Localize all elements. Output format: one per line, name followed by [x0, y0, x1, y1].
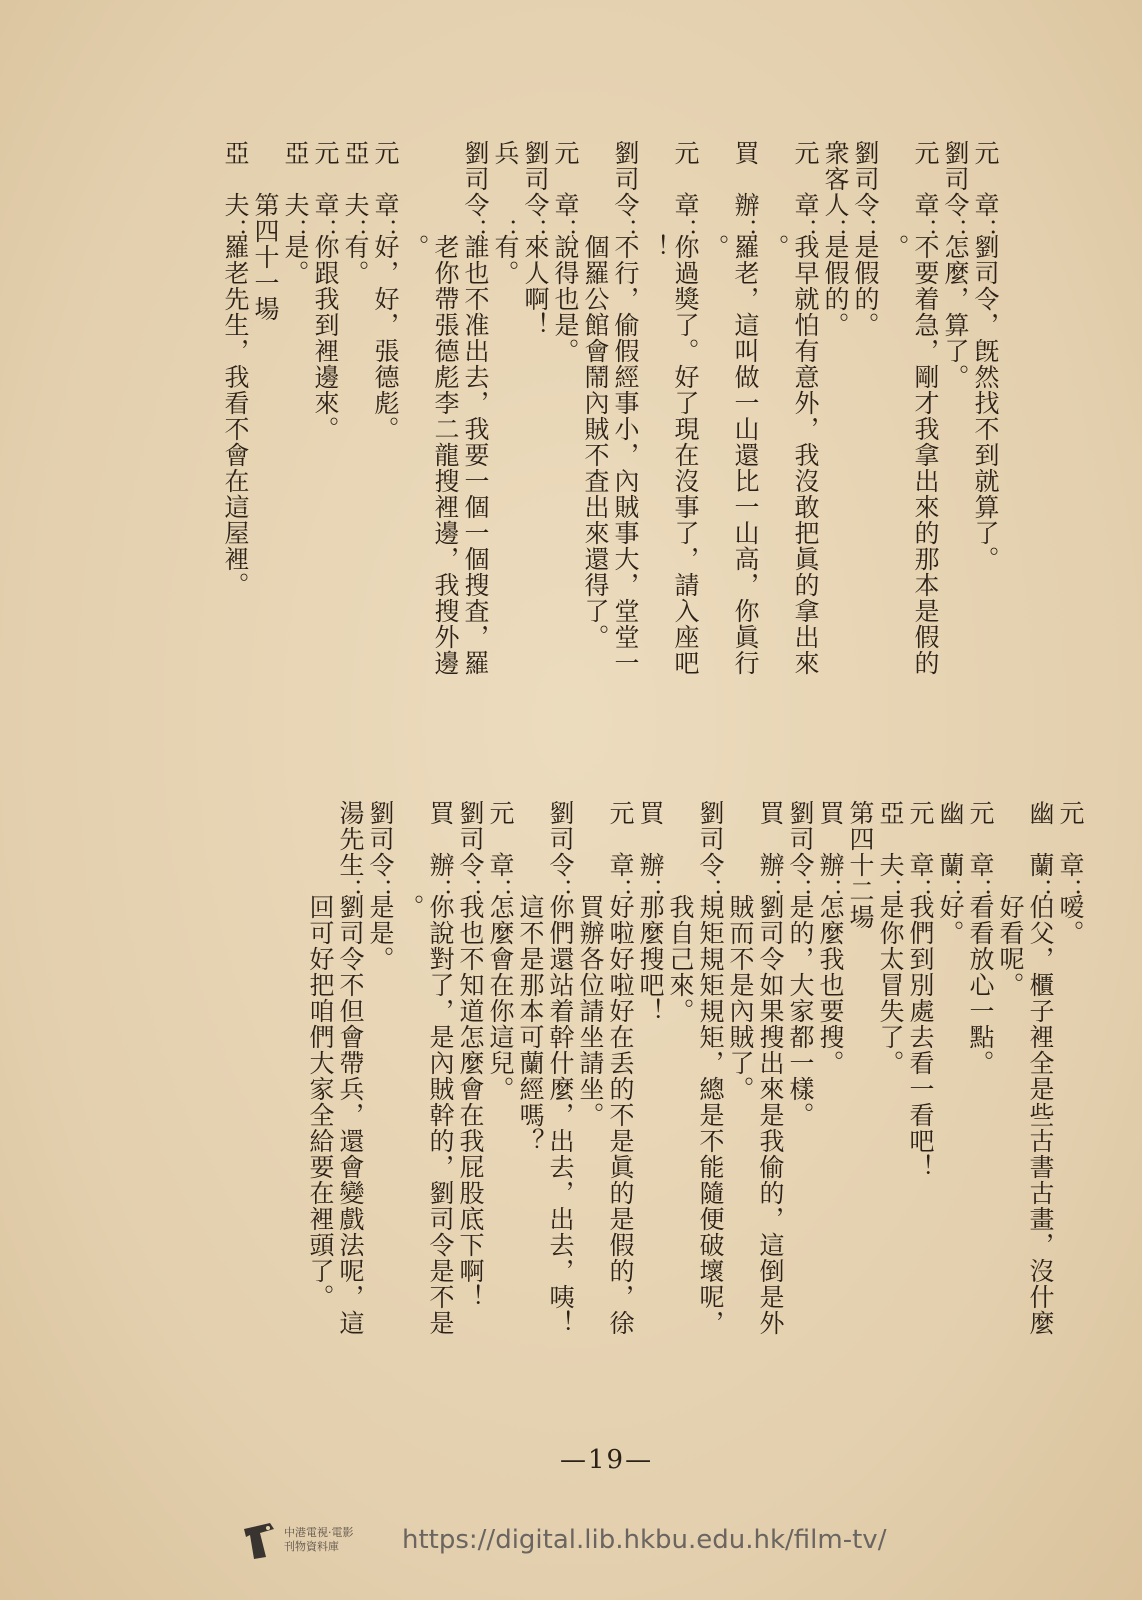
- speaker-name: 元 章：: [911, 140, 940, 244]
- dialogue-text: 好啦好啦好在丢的不是眞的是假的，徐: [606, 894, 635, 1336]
- speaker-name: 元 章：: [606, 800, 635, 904]
- speaker-name: 元 章：: [371, 140, 400, 244]
- scene-title: 第四十一場: [251, 192, 280, 322]
- dialogue-text: 嗳。: [1056, 894, 1085, 946]
- script-line: [371, 140, 400, 442]
- page-number: —19—: [560, 1445, 654, 1475]
- dialogue-text: 好。: [936, 894, 965, 946]
- speaker-name: 劉司令：: [696, 800, 725, 904]
- script-line: [936, 800, 965, 946]
- script-line: [606, 800, 635, 1336]
- dialogue-text: 怎麼我也要搜。: [816, 894, 845, 1076]
- script-line: [281, 140, 310, 286]
- script-line: [756, 800, 785, 1336]
- dialogue-text: 羅老，這叫做一山還比一山高，你眞行: [731, 234, 760, 676]
- script-line: [881, 140, 910, 260]
- footer-watermark: [240, 1515, 886, 1565]
- speaker-name: 元 章：: [906, 800, 935, 904]
- film-archive-logo-icon: [240, 1519, 278, 1561]
- logo-line-2: 刊物資料庫: [284, 1540, 339, 1553]
- speaker-name: 劉司令：: [521, 140, 550, 244]
- dialogue-text: 有。: [341, 234, 370, 286]
- speaker-name: 亞 夫：: [876, 800, 905, 904]
- dialogue-text: 賊而不是內賊了。: [726, 894, 755, 1102]
- upper-text-block: [170, 140, 1000, 780]
- speaker-name: 劉司令：: [611, 140, 640, 244]
- script-line: [666, 800, 695, 1024]
- speaker-name: 兵 ：: [491, 140, 520, 244]
- script-line: [401, 140, 430, 260]
- script-line: [851, 140, 880, 338]
- script-line: [1056, 800, 1085, 946]
- script-line: [341, 140, 370, 286]
- dialogue-text: 老你帶張德彪李二龍搜裡邊，我搜外邊: [431, 234, 460, 676]
- dialogue-text: 我也不知道怎麼會在我屁股底下啊！: [456, 894, 485, 1310]
- script-line: [1026, 800, 1055, 1336]
- script-line: [366, 800, 395, 972]
- speaker-name: 亞 夫：: [221, 140, 250, 244]
- speaker-name: 劉司令：: [461, 140, 490, 244]
- script-line: [521, 140, 550, 338]
- script-line: [431, 140, 460, 676]
- dialogue-text: 來人啊！: [521, 234, 550, 338]
- script-line: [426, 800, 455, 1336]
- script-line: [731, 140, 760, 676]
- script-line: [581, 140, 610, 650]
- lower-text-block: [185, 800, 1085, 1420]
- dialogue-text: 你跟我到裡邊來。: [311, 234, 340, 442]
- script-line: [761, 140, 790, 260]
- speaker-name: 劉司令：: [851, 140, 880, 244]
- script-line: [641, 140, 670, 260]
- dialogue-text: 你過獎了。好了現在沒事了，請入座吧: [671, 234, 700, 676]
- script-line: [876, 800, 905, 1076]
- speaker-name: 買 辦：: [756, 800, 785, 904]
- dialogue-text: 是。: [281, 234, 310, 286]
- scene-title: 第四十二場: [846, 800, 875, 930]
- speaker-name: 劉司令：: [941, 140, 970, 244]
- dialogue-text: 。: [396, 894, 425, 920]
- script-line: [336, 800, 365, 1336]
- script-line: [966, 800, 995, 1076]
- dialogue-text: 回可好把咱們大家全給要在裡頭了。: [306, 894, 335, 1310]
- dialogue-text: 我早就怕有意外，我沒敢把眞的拿出來: [791, 234, 820, 676]
- dialogue-text: 怎麼，算了。: [941, 234, 970, 390]
- speaker-name: 元 章：: [486, 800, 515, 904]
- speaker-name: 元 章：: [966, 800, 995, 904]
- script-line: [696, 800, 725, 1336]
- speaker-name: 買 辦：: [731, 140, 760, 244]
- speaker-name: 衆客人：: [821, 140, 850, 244]
- speaker-name: 湯先生：: [336, 800, 365, 904]
- script-line: [461, 140, 490, 676]
- dialogue-text: 怎麼會在你這兒。: [486, 894, 515, 1102]
- speaker-name: 元 章：: [1056, 800, 1085, 904]
- dialogue-text: 。: [401, 234, 430, 260]
- speaker-name: 劉司令：: [366, 800, 395, 904]
- dialogue-text: 個羅公館會鬧內賊不査出來還得了。: [581, 234, 610, 650]
- dialogue-text: 你說對了，是內賊幹的，劉司令是不是: [426, 894, 455, 1336]
- logo-text: [284, 1526, 394, 1554]
- speaker-name: 元 章：: [551, 140, 580, 244]
- dialogue-text: 我自己來。: [666, 894, 695, 1024]
- script-line: [576, 800, 605, 1128]
- dialogue-text: 那麼搜吧！: [636, 894, 665, 1024]
- dialogue-text: 不要着急，剛才我拿出來的那本是假的: [911, 234, 940, 676]
- speaker-name: 元 章：: [971, 140, 1000, 244]
- archive-url-link[interactable]: https://digital.lib.hkbu.edu.hk/film-tv/: [402, 1525, 887, 1555]
- dialogue-text: 誰也不准出去，我要一個一個搜査，羅: [461, 234, 490, 676]
- dialogue-text: 。: [701, 234, 730, 260]
- dialogue-text: 是你太冒失了。: [876, 894, 905, 1076]
- speaker-name: 買 辦：: [426, 800, 455, 904]
- script-line: [941, 140, 970, 390]
- script-line: [486, 800, 515, 1102]
- speaker-name: 買 辦：: [636, 800, 665, 904]
- speaker-name: 元 章：: [671, 140, 700, 244]
- dialogue-text: 買辦各位請坐請坐。: [576, 894, 605, 1128]
- dialogue-text: 你們還站着幹什麼，出去，出去，咦！: [546, 894, 575, 1336]
- script-line: [971, 140, 1000, 572]
- dialogue-text: 劉司令不但會帶兵，還會變戲法呢，這: [336, 894, 365, 1336]
- dialogue-text: 好看呢。: [996, 894, 1025, 998]
- script-line: [611, 140, 640, 676]
- script-line: [816, 800, 845, 1076]
- speaker-name: 劉司令：: [546, 800, 575, 904]
- script-line: [791, 140, 820, 676]
- script-line: [911, 140, 940, 676]
- dialogue-text: 羅老先生，我看不會在這屋裡。: [221, 234, 250, 598]
- script-line: [906, 800, 935, 1180]
- dialogue-text: 劉司令，旣然找不到就算了。: [971, 234, 1000, 572]
- speaker-name: 劉司令：: [456, 800, 485, 904]
- dialogue-text: 好，好，張德彪。: [371, 234, 400, 442]
- speaker-name: 買 辦：: [816, 800, 845, 904]
- script-line: [701, 140, 730, 260]
- dialogue-text: 是的，大家都一樣。: [786, 894, 815, 1128]
- speaker-name: 亞 夫：: [341, 140, 370, 244]
- dialogue-text: 劉司令如果搜出來是我偷的，這倒是外: [756, 894, 785, 1336]
- script-line: [671, 140, 700, 676]
- speaker-name: 元 章：: [791, 140, 820, 244]
- dialogue-text: 是假的。: [821, 234, 850, 338]
- dialogue-text: 規矩規矩規矩，總是不能隨便破壞呢，: [696, 894, 725, 1336]
- script-line: [456, 800, 485, 1310]
- scene-heading: [251, 140, 280, 322]
- script-line: [396, 800, 425, 920]
- script-line: [516, 800, 545, 1154]
- dialogue-text: 我們到別處去看一看吧！: [906, 894, 935, 1180]
- speaker-name: 幽 蘭：: [1026, 800, 1055, 904]
- script-line: [221, 140, 250, 598]
- dialogue-text: 。: [761, 234, 790, 260]
- speaker-name: 亞 夫：: [281, 140, 310, 244]
- speaker-name: 劉司令：: [786, 800, 815, 904]
- dialogue-text: 伯父，櫃子裡全是些古書古畫，沒什麼: [1026, 894, 1055, 1336]
- script-line: [306, 800, 335, 1310]
- script-line: [821, 140, 850, 338]
- script-line: [311, 140, 340, 442]
- script-line: [996, 800, 1025, 998]
- script-line: [491, 140, 520, 286]
- dialogue-text: 。: [881, 234, 910, 260]
- script-line: [551, 140, 580, 364]
- script-line: [546, 800, 575, 1336]
- speaker-name: 元 章：: [311, 140, 340, 244]
- script-line: [786, 800, 815, 1128]
- dialogue-text: 是是。: [366, 894, 395, 972]
- scene-heading: [846, 800, 875, 930]
- dialogue-text: 這不是那本可蘭經嗎？: [516, 894, 545, 1154]
- logo-line-1: 中港電視‧電影: [284, 1526, 354, 1539]
- dialogue-text: 不行，偷假經事小，內賊事大，堂堂一: [611, 234, 640, 676]
- speaker-name: 幽 蘭：: [936, 800, 965, 904]
- dialogue-text: 是假的。: [851, 234, 880, 338]
- dialogue-text: ！: [641, 234, 670, 260]
- script-line: [726, 800, 755, 1102]
- dialogue-text: 看看放心一點。: [966, 894, 995, 1076]
- script-line: [636, 800, 665, 1024]
- dialogue-text: 說得也是。: [551, 234, 580, 364]
- dialogue-text: 有。: [491, 234, 520, 286]
